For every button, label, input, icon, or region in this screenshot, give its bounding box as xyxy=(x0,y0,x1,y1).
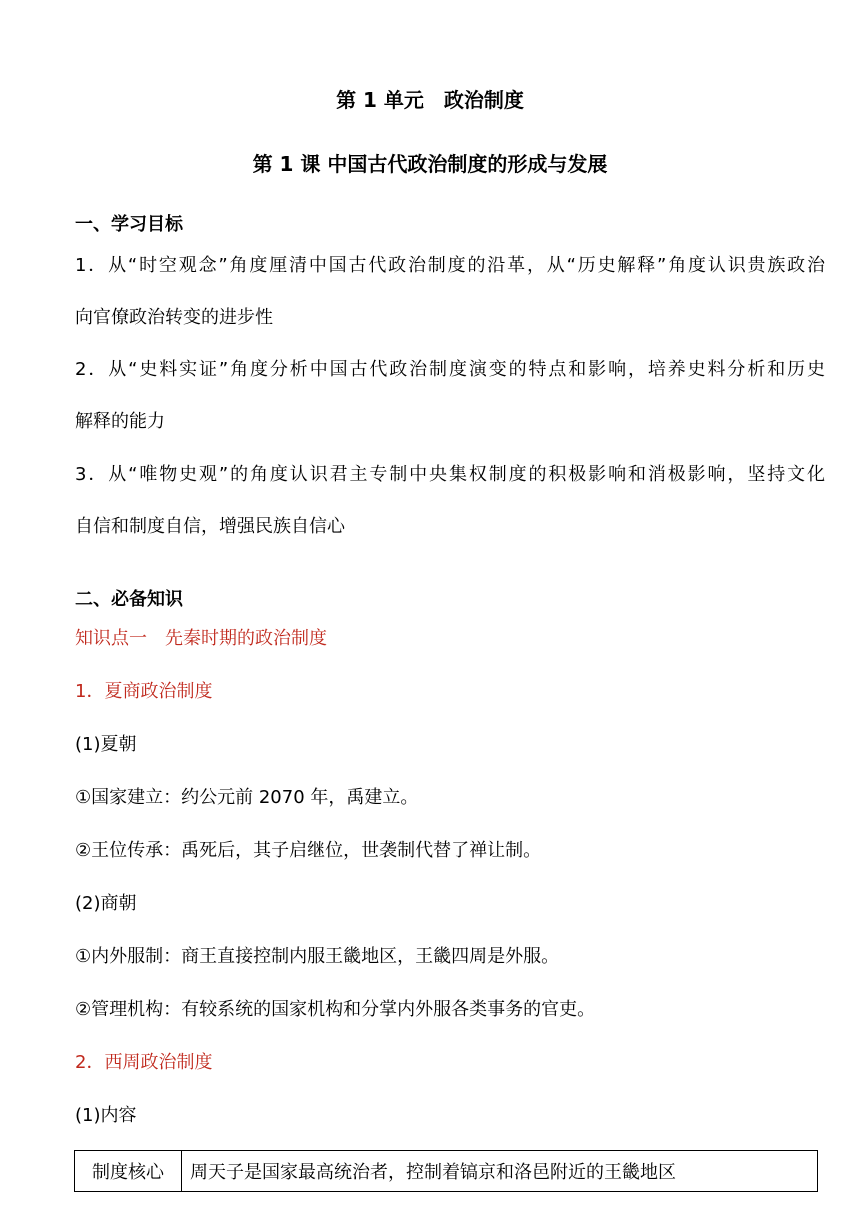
subheading-shang: (2)商朝 xyxy=(75,893,137,914)
objective-line: 2．从“史料实证”角度分析中国古代政治制度演变的特点和影响，培养史料分析和历史 xyxy=(75,359,825,380)
subsection-heading: 1．夏商政治制度 xyxy=(75,681,213,702)
section-heading-knowledge: 二、必备知识 xyxy=(75,589,183,610)
subheading-xia: (1)夏朝 xyxy=(75,734,137,755)
table-cell: 周天子是国家最高统治者，控制着镐京和洛邑附近的王畿地区 xyxy=(182,1151,818,1192)
objective-line: 自信和制度自信，增强民族自信心 xyxy=(75,516,345,537)
table-cell-header: 制度核心 xyxy=(75,1151,182,1192)
system-table xyxy=(74,1150,818,1192)
subheading-content: (1)内容 xyxy=(75,1105,137,1126)
list-item: ①内外服制：商王直接控制内服王畿地区，王畿四周是外服。 xyxy=(75,946,560,967)
lesson-title: 第 1 课 中国古代政治制度的形成与发展 xyxy=(252,152,608,176)
objective-line: 1．从“时空观念”角度厘清中国古代政治制度的沿革，从“历史解释”角度认识贵族政治 xyxy=(75,255,825,276)
objective-line: 3．从“唯物史观”的角度认识君主专制中央集权制度的积极影响和消极影响，坚持文化 xyxy=(75,464,825,485)
list-item: ②王位传承：禹死后，其子启继位，世袭制代替了禅让制。 xyxy=(75,840,542,861)
objective-line: 向官僚政治转变的进步性 xyxy=(75,307,273,328)
objective-line: 解释的能力 xyxy=(75,411,165,432)
unit-title: 第 1 单元 政治制度 xyxy=(336,88,524,112)
knowledge-point-heading: 知识点一 先秦时期的政治制度 xyxy=(75,628,327,649)
list-item: ②管理机构：有较系统的国家机构和分掌内外服各类事务的官吏。 xyxy=(75,999,596,1020)
subsection-heading: 2．西周政治制度 xyxy=(75,1052,213,1073)
section-heading-objectives: 一、学习目标 xyxy=(75,214,183,235)
table-row xyxy=(75,1151,818,1192)
list-item: ①国家建立：约公元前 2070 年，禹建立。 xyxy=(75,787,419,808)
